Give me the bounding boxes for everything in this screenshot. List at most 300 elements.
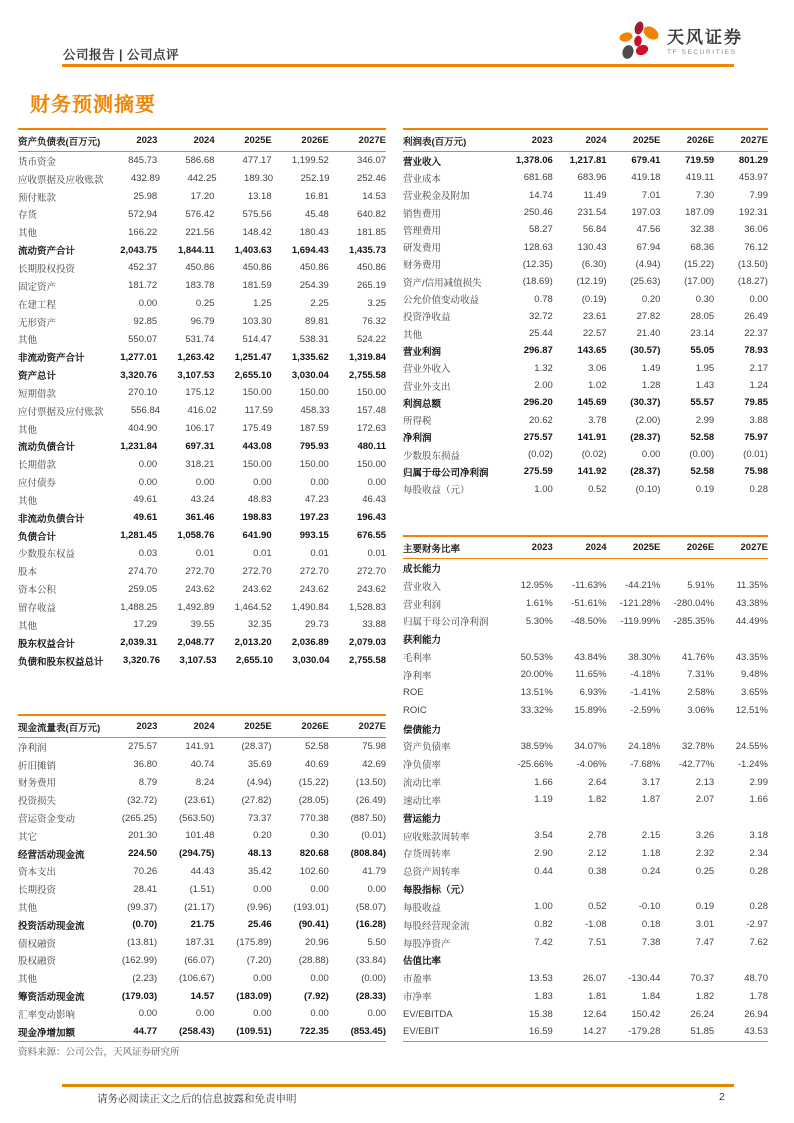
cell-value: 150.00 xyxy=(356,458,387,470)
cell-value: (6.30) xyxy=(581,258,607,270)
cell-value: 197.03 xyxy=(631,207,661,219)
cell-value: 1,435.73 xyxy=(349,244,387,256)
cell-value: 27.82 xyxy=(636,310,661,322)
cell-value: 43.35% xyxy=(735,651,768,663)
cell-value: (18.27) xyxy=(737,276,768,288)
row-label: 负债和股东权益总计 xyxy=(18,656,104,668)
cell-value: (109.51) xyxy=(236,1026,272,1038)
table-title: 资产负债表(百万元) xyxy=(18,136,101,148)
cell-value: 14.74 xyxy=(529,189,553,201)
cell-value: 1.83 xyxy=(534,990,553,1002)
cell-value: 46.43 xyxy=(362,494,387,506)
cell-value: (13.81) xyxy=(127,937,158,949)
cell-value: 187.09 xyxy=(685,207,715,219)
row-label: 每股收益 xyxy=(403,902,442,914)
cell-value: 106.17 xyxy=(185,423,215,435)
cell-value: 0.30 xyxy=(695,293,715,305)
cell-value: 0.78 xyxy=(534,293,553,305)
table-row xyxy=(18,580,386,598)
cell-value: 1,263.42 xyxy=(177,351,215,363)
table-row xyxy=(403,221,768,238)
table-row xyxy=(403,773,768,791)
cell-value: 0.00 xyxy=(195,476,215,488)
cell-value: (0.70) xyxy=(132,919,158,931)
table-row xyxy=(403,987,768,1005)
row-label: 流动比率 xyxy=(403,778,442,790)
cell-value: 243.62 xyxy=(356,583,387,595)
section-row xyxy=(403,559,768,577)
cell-value: 32.78% xyxy=(681,740,715,752)
row-label: 所得税 xyxy=(403,416,432,428)
cell-value: 44.77 xyxy=(133,1026,158,1038)
row-label: ROIC xyxy=(403,705,427,717)
cell-value: 1.02 xyxy=(588,380,607,391)
cell-value: 1.61% xyxy=(525,598,553,610)
row-label: 股权融资 xyxy=(18,956,57,968)
cell-value: -280.04% xyxy=(673,598,715,610)
cell-value: 75.97 xyxy=(744,431,768,443)
table-title: 主要财务比率 xyxy=(403,543,461,555)
cell-value: (28.88) xyxy=(298,954,329,966)
cell-value: (4.94) xyxy=(246,776,272,788)
year-column-header: 2023 xyxy=(531,135,553,146)
table-row xyxy=(403,204,768,221)
table-title: 利润表(百万元) xyxy=(403,136,467,148)
cell-value: 12.64 xyxy=(582,1008,607,1020)
cell-value: 52.58 xyxy=(690,466,715,478)
cell-value: 443.08 xyxy=(242,440,272,452)
row-label: 少数股东损益 xyxy=(403,450,461,462)
cell-value: 2.12 xyxy=(588,847,607,859)
cell-value: 43.24 xyxy=(190,494,215,506)
cell-value: 35.69 xyxy=(247,759,272,771)
cell-value: 697.31 xyxy=(185,440,215,452)
table-row xyxy=(403,290,768,307)
cell-value: 92.85 xyxy=(133,316,158,328)
table-row xyxy=(403,916,768,934)
table-row xyxy=(18,277,386,295)
brand-logo xyxy=(618,20,743,62)
cell-value: (193.01) xyxy=(293,901,329,913)
table-row xyxy=(403,684,768,702)
table-header-row xyxy=(403,535,768,559)
cell-value: 442.25 xyxy=(187,173,217,185)
cell-value: 3.17 xyxy=(641,776,661,788)
cell-value: 1.81 xyxy=(588,990,607,1002)
cell-value: 361.46 xyxy=(185,512,215,524)
cell-value: (12.19) xyxy=(576,276,607,288)
table-row xyxy=(403,256,768,273)
cell-value: 0.00 xyxy=(253,1008,272,1020)
cell-value: 175.49 xyxy=(242,423,272,435)
row-label: 留存收益 xyxy=(18,603,57,615)
table-row xyxy=(403,613,768,631)
cell-value: 7.30 xyxy=(695,189,715,201)
cell-value: 16.59 xyxy=(529,1026,553,1038)
row-label: 资产总计 xyxy=(18,371,57,383)
cell-value: 103.30 xyxy=(242,316,272,328)
cell-value: 272.70 xyxy=(356,565,387,577)
cell-value: 35.42 xyxy=(247,865,272,877)
cell-value: (0.02) xyxy=(527,449,553,461)
row-label: 流动负债合计 xyxy=(18,442,76,454)
cell-value: -1.24% xyxy=(737,758,768,770)
cell-value: (18.69) xyxy=(522,276,553,288)
cell-value: 2.25 xyxy=(310,298,329,310)
cell-value: (0.02) xyxy=(581,449,607,461)
year-column-header: 2027E xyxy=(740,135,768,146)
row-label: 其他 xyxy=(18,335,38,347)
table-row xyxy=(18,1005,386,1023)
cell-value: 11.49 xyxy=(583,189,607,201)
cell-value: 145.69 xyxy=(577,397,607,409)
cell-value: 3.65% xyxy=(741,687,768,699)
cell-value: 89.81 xyxy=(305,316,329,328)
cell-value: 1,378.06 xyxy=(515,155,553,167)
cell-value: 102.60 xyxy=(299,865,329,877)
cell-value: 801.29 xyxy=(738,155,768,167)
cell-value: 32.35 xyxy=(247,619,272,631)
cell-value: 1.82 xyxy=(588,794,607,806)
cell-value: 0.00 xyxy=(367,1008,387,1020)
cell-value: 0.00 xyxy=(138,298,158,310)
row-label: 短期借款 xyxy=(18,388,57,400)
cell-value: 29.73 xyxy=(305,619,329,631)
cell-value: 274.70 xyxy=(128,565,158,577)
table-row xyxy=(403,648,768,666)
cell-value: (66.07) xyxy=(184,954,215,966)
cell-value: 1,231.84 xyxy=(120,440,158,452)
row-label: 在建工程 xyxy=(18,299,57,311)
cell-value: 2,036.89 xyxy=(291,637,329,649)
cell-value: 175.12 xyxy=(185,387,215,399)
cell-value: 157.48 xyxy=(356,405,387,417)
cell-value: 1,199.52 xyxy=(291,155,329,167)
table-row xyxy=(18,348,386,366)
table-title: 现金流量表(百万元) xyxy=(18,722,101,734)
cell-value: -42.77% xyxy=(678,758,715,770)
cell-value: 22.57 xyxy=(582,328,607,340)
row-label: 长期借款 xyxy=(18,460,57,472)
footer-divider xyxy=(62,1084,734,1087)
year-column-header: 2023 xyxy=(531,542,553,553)
cell-value: 8.79 xyxy=(138,776,158,788)
cell-value: 640.82 xyxy=(356,208,387,220)
cell-value: (0.10) xyxy=(635,483,661,495)
cell-value: 14.57 xyxy=(190,990,215,1002)
cell-value: 2,655.10 xyxy=(234,369,272,381)
source-note: 资料来源：公司公告，天风证券研究所 xyxy=(18,1047,180,1058)
cell-value: 2.99 xyxy=(749,776,768,788)
cell-value: 3,107.53 xyxy=(179,655,217,667)
cell-value: 0.20 xyxy=(253,830,272,842)
cell-value: 181.72 xyxy=(128,280,158,292)
row-label: 财务费用 xyxy=(403,260,442,272)
row-label: 营业利润 xyxy=(403,599,442,611)
cell-value: 1,694.43 xyxy=(291,244,329,256)
row-label: 少数股东权益 xyxy=(18,549,76,561)
table-row xyxy=(18,206,386,224)
breadcrumb: 公司报告 | 公司点评 xyxy=(63,48,179,62)
table-row xyxy=(18,295,386,313)
cell-value: (23.61) xyxy=(184,794,215,806)
table-row xyxy=(403,666,768,684)
cell-value: -1.08 xyxy=(584,919,607,931)
cell-value: 47.56 xyxy=(636,224,661,236)
cell-value: 2,048.77 xyxy=(177,637,215,649)
row-label: 公允价值变动收益 xyxy=(403,295,480,307)
cell-value: (258.43) xyxy=(179,1026,215,1038)
cell-value: 50.53% xyxy=(520,651,553,663)
cell-value: -1.41% xyxy=(630,687,661,699)
cell-value: (0.00) xyxy=(689,449,715,461)
cell-value: 20.96 xyxy=(305,937,329,949)
row-label: 管理费用 xyxy=(403,225,442,237)
table-row xyxy=(18,438,386,456)
row-label: 预付账款 xyxy=(18,192,57,204)
row-label: 每股净资产 xyxy=(403,938,451,950)
cell-value: 55.57 xyxy=(690,397,715,409)
table-row xyxy=(18,934,386,952)
cell-value: -4.06% xyxy=(576,758,607,770)
cell-value: 5.50 xyxy=(367,937,387,949)
cell-value: (33.84) xyxy=(355,954,387,966)
row-label: 无形资产 xyxy=(18,317,57,329)
cell-value: 0.25 xyxy=(195,298,215,310)
cell-value: 7.62 xyxy=(749,937,768,949)
cell-value: 16.81 xyxy=(305,191,329,203)
table-row xyxy=(403,446,768,463)
cell-value: 795.93 xyxy=(299,440,329,452)
table-row xyxy=(18,170,386,188)
cell-value: 20.62 xyxy=(529,414,553,426)
year-column-header: 2023 xyxy=(136,721,158,732)
cell-value: -44.21% xyxy=(625,580,661,592)
table-row xyxy=(403,342,768,359)
year-column-header: 2027E xyxy=(358,721,387,732)
cell-value: 75.98 xyxy=(744,466,768,478)
cell-value: 13.53 xyxy=(529,972,553,984)
row-label: 营业成本 xyxy=(403,173,442,185)
cell-value: 14.27 xyxy=(582,1026,607,1038)
cell-value: (162.99) xyxy=(121,954,158,966)
cell-value: 0.00 xyxy=(310,972,329,984)
row-label: 净利率 xyxy=(403,670,432,682)
cell-value: 0.24 xyxy=(641,865,661,877)
cell-value: 75.98 xyxy=(362,741,387,753)
cell-value: 26.94 xyxy=(744,1008,768,1020)
cell-value: 141.91 xyxy=(185,741,215,753)
cell-value: (28.37) xyxy=(241,741,272,753)
cell-value: -179.28 xyxy=(628,1026,661,1038)
row-label: 长期股权投资 xyxy=(18,263,76,275)
cell-value: 683.96 xyxy=(577,172,607,184)
cell-value: 5.30% xyxy=(525,615,553,627)
cell-value: (7.20) xyxy=(246,954,272,966)
cell-value: 845.73 xyxy=(128,155,158,167)
cell-value: (90.41) xyxy=(298,919,329,931)
cell-value: (30.37) xyxy=(630,397,661,409)
cell-value: 44.49% xyxy=(735,615,768,627)
cell-value: 641.90 xyxy=(242,530,272,542)
cell-value: 3,320.76 xyxy=(120,369,158,381)
cell-value: 0.00 xyxy=(138,458,158,470)
cell-value: 0.28 xyxy=(749,865,768,877)
cell-value: 52.58 xyxy=(305,741,329,753)
cell-value: 141.91 xyxy=(577,431,607,443)
year-column-header: 2024 xyxy=(585,135,607,146)
table-row xyxy=(403,898,768,916)
cell-value: 166.22 xyxy=(128,226,158,238)
cell-value: 25.98 xyxy=(133,191,158,203)
cell-value: (4.94) xyxy=(635,258,661,270)
cell-value: 0.00 xyxy=(253,476,272,488)
cell-value: (7.92) xyxy=(303,990,329,1002)
tf-securities-flower-icon xyxy=(618,20,662,62)
cell-value: 38.59% xyxy=(520,740,553,752)
cell-value: 452.37 xyxy=(128,262,158,274)
table-row xyxy=(403,377,768,394)
table-row xyxy=(18,952,386,970)
cell-value: 1.95 xyxy=(695,362,715,374)
cell-value: 676.55 xyxy=(356,530,387,542)
table-row xyxy=(403,187,768,204)
row-label: 营业收入 xyxy=(403,581,442,593)
cell-value: 1,488.25 xyxy=(120,601,158,613)
cell-value: (28.37) xyxy=(630,466,661,478)
table-row xyxy=(18,774,386,792)
cell-value: 1.66 xyxy=(749,794,768,806)
cell-value: 198.83 xyxy=(242,512,272,524)
cell-value: 0.03 xyxy=(138,547,158,559)
year-column-header: 2025E xyxy=(632,135,661,146)
cell-value: 3.25 xyxy=(367,298,387,310)
table-row xyxy=(18,652,386,670)
cell-value: (853.45) xyxy=(350,1026,387,1038)
page-title: 财务预测摘要 xyxy=(30,94,156,116)
cell-value: 78.93 xyxy=(744,345,768,357)
cell-value: (26.49) xyxy=(355,794,387,806)
cell-value: (58.07) xyxy=(355,901,387,913)
cell-value: 23.14 xyxy=(690,328,715,340)
cell-value: 0.25 xyxy=(695,865,715,877)
row-label: 净利润 xyxy=(403,433,432,445)
page-number: 2 xyxy=(719,1091,725,1103)
table-row xyxy=(18,634,386,652)
table-row xyxy=(403,273,768,290)
cell-value: (28.05) xyxy=(298,794,329,806)
cell-value: 7.42 xyxy=(534,937,553,949)
cell-value: 2,655.10 xyxy=(236,655,274,667)
row-label: 资本支出 xyxy=(18,867,57,879)
row-label: 偿债能力 xyxy=(403,724,442,736)
cell-value: 13.51% xyxy=(520,687,553,699)
cell-value: 480.11 xyxy=(357,440,387,452)
cell-value: 250.46 xyxy=(523,207,553,219)
cell-value: 48.13 xyxy=(247,848,272,860)
cell-value: 0.30 xyxy=(310,830,329,842)
table-row xyxy=(18,616,386,634)
cell-value: 719.59 xyxy=(685,155,715,167)
cell-value: 6.93% xyxy=(579,687,607,699)
cell-value: 48.83 xyxy=(247,494,272,506)
cell-value: 0.20 xyxy=(641,293,661,305)
cell-value: 8.24 xyxy=(195,776,215,788)
cell-value: 2.99 xyxy=(695,414,715,426)
cell-value: 128.63 xyxy=(523,241,553,253)
cell-value: 275.57 xyxy=(128,741,158,753)
cell-value: 681.68 xyxy=(523,172,553,184)
cell-value: 243.62 xyxy=(242,583,272,595)
cell-value: 24.18% xyxy=(628,740,661,752)
table-row xyxy=(18,545,386,563)
cell-value: 0.00 xyxy=(367,476,387,488)
cell-value: 36.80 xyxy=(133,759,158,771)
cell-value: 450.86 xyxy=(185,262,215,274)
row-label: 应收账款周转率 xyxy=(403,831,470,843)
table-row xyxy=(403,429,768,446)
cell-value: 76.32 xyxy=(362,316,387,328)
cell-value: 51.85 xyxy=(690,1026,715,1038)
cell-value: 150.00 xyxy=(299,387,329,399)
cell-value: 41.79 xyxy=(362,865,387,877)
cell-value: 150.00 xyxy=(299,458,329,470)
cell-value: (30.57) xyxy=(630,345,661,357)
row-label: 债权融资 xyxy=(18,938,57,950)
cell-value: (25.63) xyxy=(630,276,661,288)
cell-value: 1,464.52 xyxy=(234,601,272,613)
cell-value: 254.39 xyxy=(299,280,329,292)
cell-value: 3,107.53 xyxy=(177,369,215,381)
cell-value: 0.19 xyxy=(695,483,715,495)
table-row xyxy=(18,598,386,616)
cell-value: (13.50) xyxy=(737,258,768,270)
cell-value: 1,528.83 xyxy=(349,601,387,613)
table-row xyxy=(403,755,768,773)
cell-value: 259.05 xyxy=(128,583,158,595)
cell-value: 272.70 xyxy=(299,565,329,577)
cell-value: 28.41 xyxy=(133,883,158,895)
cell-value: (17.00) xyxy=(684,276,715,288)
year-column-header: 2026E xyxy=(301,721,329,732)
row-label: 非流动资产合计 xyxy=(18,353,85,365)
cell-value: 0.52 xyxy=(588,483,607,495)
cell-value: 7.01 xyxy=(641,189,661,201)
table-header-row xyxy=(18,128,386,152)
cell-value: 458.33 xyxy=(300,405,330,417)
cell-value: 296.20 xyxy=(523,397,553,409)
row-label: 资产负债率 xyxy=(403,742,451,754)
row-label: 总资产周转率 xyxy=(403,867,461,879)
row-label: 每股收益（元） xyxy=(403,485,470,497)
cell-value: 26.07 xyxy=(582,972,607,984)
cell-value: 150.00 xyxy=(242,387,272,399)
cell-value: 0.19 xyxy=(695,901,715,913)
table-row xyxy=(403,463,768,480)
cell-value: 56.84 xyxy=(582,224,607,236)
cell-value: 48.70 xyxy=(744,972,768,984)
cell-value: 14.53 xyxy=(362,191,387,203)
cell-value: 21.75 xyxy=(190,919,215,931)
cell-value: 73.37 xyxy=(247,812,272,824)
table-row xyxy=(18,366,386,384)
table-row xyxy=(18,791,386,809)
cell-value: 2,755.58 xyxy=(349,369,387,381)
cell-value: -4.18% xyxy=(630,669,661,681)
row-label: 市盈率 xyxy=(403,974,432,986)
cell-value: 187.59 xyxy=(299,423,329,435)
cell-value: -7.68% xyxy=(630,758,661,770)
